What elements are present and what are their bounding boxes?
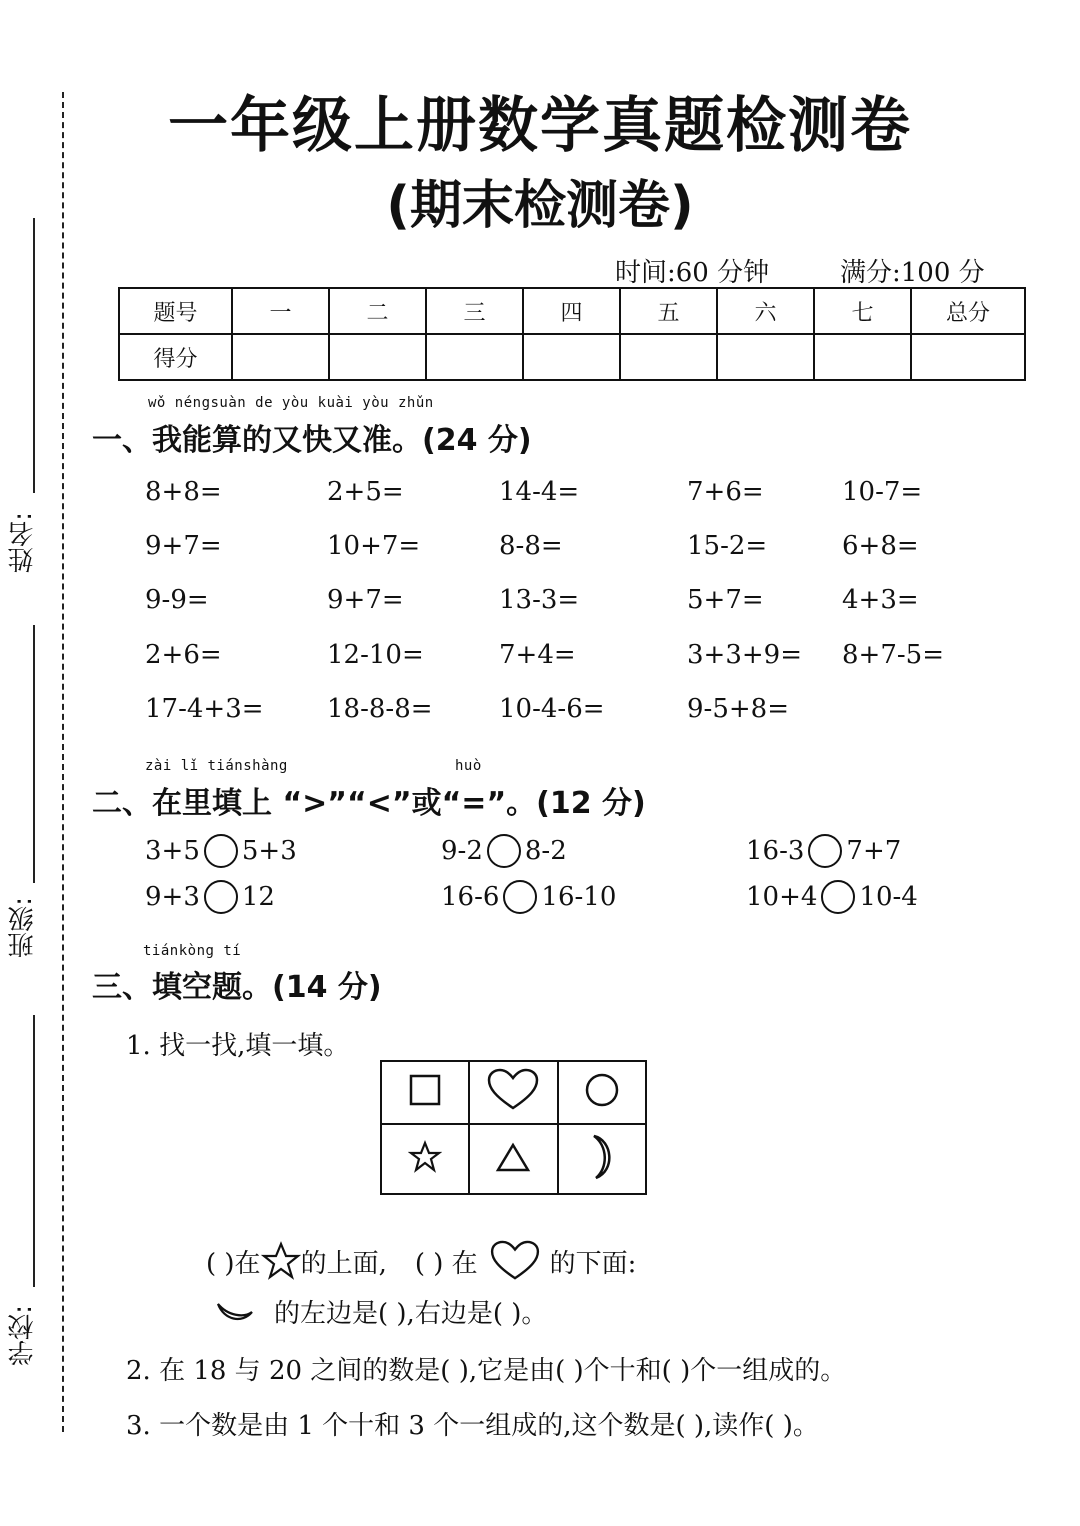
question-3: 3. 一个数是由 1 个十和 3 个一组成的,这个数是( ),读作( )。 [126, 1411, 819, 1441]
score-table [118, 287, 1026, 381]
equation: 10+7= [327, 531, 421, 561]
comparison-item [145, 880, 275, 914]
equation: 9+7= [327, 585, 404, 615]
score-table-header-row [119, 288, 1025, 334]
line-text: 的上面, [300, 1248, 387, 1279]
equation: 8+7-5= [842, 640, 944, 670]
comparison-right: 7+7 [846, 836, 902, 866]
section1-pinyin: wǒ néngsuàn de yòu kuài yòu zhǔn [148, 395, 434, 411]
comparison-item [441, 834, 567, 868]
equation: 8+8= [145, 477, 222, 507]
score-cell[interactable] [717, 334, 814, 380]
section1-heading: 一、我能算的又快又准。(24 分) [92, 423, 532, 458]
name-underline [33, 218, 35, 493]
equation: 10-7= [842, 477, 923, 507]
score-cell[interactable] [523, 334, 620, 380]
score-header-cell: 二 [329, 288, 426, 334]
equation: 2+6= [145, 640, 222, 670]
answer-circle[interactable] [204, 880, 238, 914]
score-header-cell: 四 [523, 288, 620, 334]
comparison-item [746, 880, 918, 914]
answer-circle[interactable] [808, 834, 842, 868]
score-cell[interactable] [620, 334, 717, 380]
equation: 7+4= [499, 640, 576, 670]
triangle-icon [495, 1141, 531, 1173]
equation: 3+3+9= [687, 640, 802, 670]
score-cell[interactable] [426, 334, 523, 380]
score-cell[interactable] [911, 334, 1025, 380]
equation: 7+6= [687, 477, 764, 507]
equation: 10-4-6= [499, 694, 605, 724]
square-icon [405, 1070, 445, 1110]
score-header-cell: 六 [717, 288, 814, 334]
moon-icon [582, 1132, 622, 1182]
comparison-right: 8-2 [524, 836, 567, 866]
score-header-cell: 五 [620, 288, 717, 334]
equation: 9-9= [145, 585, 209, 615]
page-subtitle: (期末检测卷) [386, 176, 694, 236]
school-underline [33, 1015, 35, 1287]
shape-cell [469, 1061, 557, 1124]
equation: 13-3= [499, 585, 580, 615]
equation: 5+7= [687, 585, 764, 615]
answer-circle[interactable] [487, 834, 521, 868]
equation: 12-10= [327, 640, 424, 670]
score-cell[interactable] [814, 334, 911, 380]
class-label: 班级: [8, 897, 38, 958]
comparison-right: 5+3 [241, 836, 297, 866]
blank-text: ( ) 在 [414, 1248, 478, 1279]
question-1-line-1 [206, 1240, 636, 1282]
comparison-left: 16-3 [746, 836, 805, 866]
score-row-label: 得分 [119, 334, 232, 380]
equation: 2+5= [327, 477, 404, 507]
heart-icon [487, 1068, 539, 1112]
score-header-cell: 总分 [911, 288, 1025, 334]
comparison-right: 16-10 [541, 882, 617, 912]
comparison-left: 9-2 [441, 836, 483, 866]
star-icon [261, 1241, 301, 1281]
shape-cell [558, 1061, 646, 1124]
shape-cell [558, 1124, 646, 1194]
score-header-cell: 题号 [119, 288, 232, 334]
equation: 6+8= [842, 531, 919, 561]
score-table-score-row [119, 334, 1025, 380]
circle-icon [582, 1070, 622, 1110]
star-icon [408, 1140, 442, 1174]
section2-pinyin: zài lǐ tiánshàng [145, 758, 288, 774]
moon-icon [214, 1294, 256, 1330]
score-header-cell: 一 [232, 288, 329, 334]
question-1-line-2 [214, 1293, 547, 1330]
comparison-left: 9+3 [145, 882, 200, 912]
section3-heading: 三、填空题。(14 分) [92, 970, 382, 1005]
score-header-cell: 三 [426, 288, 523, 334]
exam-time: 时间:60 分钟 [615, 258, 770, 288]
answer-circle[interactable] [821, 880, 855, 914]
line-text: 的下面: [549, 1248, 637, 1279]
equation: 4+3= [842, 585, 919, 615]
page-title: 一年级上册数学真题检测卷 [168, 91, 912, 161]
equation: 8-8= [499, 531, 563, 561]
name-label: 姓名: [8, 512, 38, 573]
section2-pinyin: huò [455, 758, 482, 774]
question-2: 2. 在 18 与 20 之间的数是( ),它是由( )个十和( )个一组成的。 [126, 1356, 847, 1386]
equation: 9+7= [145, 531, 222, 561]
section3-pinyin: tiánkòng tí [143, 943, 242, 959]
heart-icon [490, 1240, 540, 1282]
question-1: 1. 找一找,填一填。 [126, 1031, 350, 1061]
answer-circle[interactable] [503, 880, 537, 914]
comparison-right: 12 [241, 882, 275, 912]
score-header-cell: 七 [814, 288, 911, 334]
equation: 18-8-8= [327, 694, 433, 724]
comparison-left: 10+4 [746, 882, 818, 912]
section2-heading: 二、在里填上 “>”“<”或“=”。(12 分) [92, 786, 646, 821]
blank-text: ( )在 [206, 1248, 261, 1279]
comparison-item [746, 834, 901, 868]
answer-circle[interactable] [204, 834, 238, 868]
equation: 17-4+3= [145, 694, 264, 724]
comparison-item [145, 834, 297, 868]
shape-cell [469, 1124, 557, 1194]
score-cell[interactable] [232, 334, 329, 380]
full-score: 满分:100 分 [840, 258, 985, 288]
score-cell[interactable] [329, 334, 426, 380]
binding-dashed-line [62, 92, 64, 1432]
comparison-left: 3+5 [145, 836, 200, 866]
shape-cell [381, 1124, 469, 1194]
equation: 15-2= [687, 531, 768, 561]
line-text: 的左边是( ),右边是( )。 [274, 1299, 548, 1329]
equation: 14-4= [499, 477, 580, 507]
equation: 9-5+8= [687, 694, 789, 724]
class-underline [33, 625, 35, 883]
shape-grid [380, 1060, 647, 1195]
comparison-left: 16-6 [441, 882, 500, 912]
school-label: 学校: [8, 1305, 38, 1366]
comparison-right: 10-4 [859, 882, 918, 912]
shape-cell [381, 1061, 469, 1124]
comparison-item [441, 880, 616, 914]
